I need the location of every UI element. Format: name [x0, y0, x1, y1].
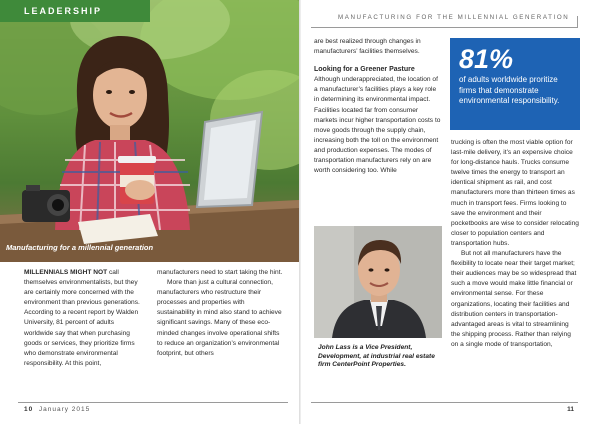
right-col2-paragraph-1: trucking is often the most viable option for last-mile delivery, it’s an expensive choice for long-distance hauls. Trucks consume twelve times the energy to transport an identical shipment as rail, and cost manufacturers more than thirteen times as much in transport fees. Firms looking to save the environment and their pocketbooks are wise to consider relocating closer to population centers and transportation hubs.	[451, 139, 579, 247]
subhead-greener-pasture: Looking for a Greener Pasture	[314, 66, 415, 74]
portrait-photo	[314, 226, 442, 338]
photo-caption: Manufacturing for a millennial generation	[6, 243, 154, 252]
left-col1-paragraph	[24, 268, 142, 369]
left-page-number: 10	[24, 406, 34, 413]
running-head-rule	[311, 27, 578, 28]
woman-with-tablet-illustration	[0, 0, 299, 262]
right-footer-rule	[311, 402, 578, 403]
left-col2-paragraph-2: More than just a cultural connection, manufacturers who restructure their processes and properties with sustainability in mind also stand to achieve significant savings. Many of these eco-minded changes involve operational shifts to reduce an organization’s environmental footprint, but others	[157, 279, 282, 357]
running-head-tick	[577, 16, 578, 27]
right-column-2	[451, 138, 579, 350]
stat-callout	[450, 38, 580, 130]
right-page-number: 11	[567, 406, 574, 413]
left-footer-rule	[18, 402, 288, 403]
right-col1-body: Although underappreciated, the location of a manufacturer’s facilities plays a key role in determining its environmental impact. Facilities located far from consumer markets incur higher transportation costs to move goods through the supply chain, increasing both the toll on the environment and production expenses. The modes of transportation manufacturers rely on are worth considering too. While	[314, 76, 441, 175]
page-gutter	[299, 0, 301, 424]
running-head: MANUFACTURING FOR THE MILLENNIAL GENERATION	[338, 14, 570, 21]
left-footer	[24, 406, 90, 413]
stat-value: 81%	[459, 44, 514, 74]
stat-text: of adults worldwide proritize firms that demonstrate environmental responsibility.	[459, 75, 560, 105]
drop-lead-text: MILLENNIALS MIGHT NOT	[24, 269, 108, 276]
left-column-1	[24, 268, 142, 369]
man-portrait-illustration	[314, 226, 442, 338]
portrait-caption: John Lass is a Vice President, Development, at industrial real estate firm CenterPoint Properties.	[318, 344, 435, 369]
right-column-1	[314, 37, 442, 176]
left-column-2	[157, 268, 283, 359]
left-col1-text: call themselves environmentalists, but they are certainly more concerned with the environment than previous generations. According to a recent report by Walden University, 81 percent of adults worldwide say that when purchasing goods or services, they prioritize firms who demonstrate environmental responsibility. At this point,	[24, 269, 140, 367]
right-col1-intro: are best realized through changes in manufacturers’ facilities themselves.	[314, 38, 421, 56]
right-col2-paragraph-2: But not all manufacturers have the flexibility to locate near their target market; their audiences may be so widespread that such a move would make little financial or environmental sense. For these organizations, locating their facilities and distribution centers in transportation-advantaged areas is vital to streamlining the shipping process. Rather than relying on a single mode of transportation,	[451, 250, 577, 348]
hero-photo	[0, 0, 299, 262]
section-label: LEADERSHIP	[0, 0, 150, 22]
issue-date: January 2015	[38, 406, 91, 413]
left-col2-paragraph-1: manufacturers need to start taking the hint.	[157, 269, 283, 276]
